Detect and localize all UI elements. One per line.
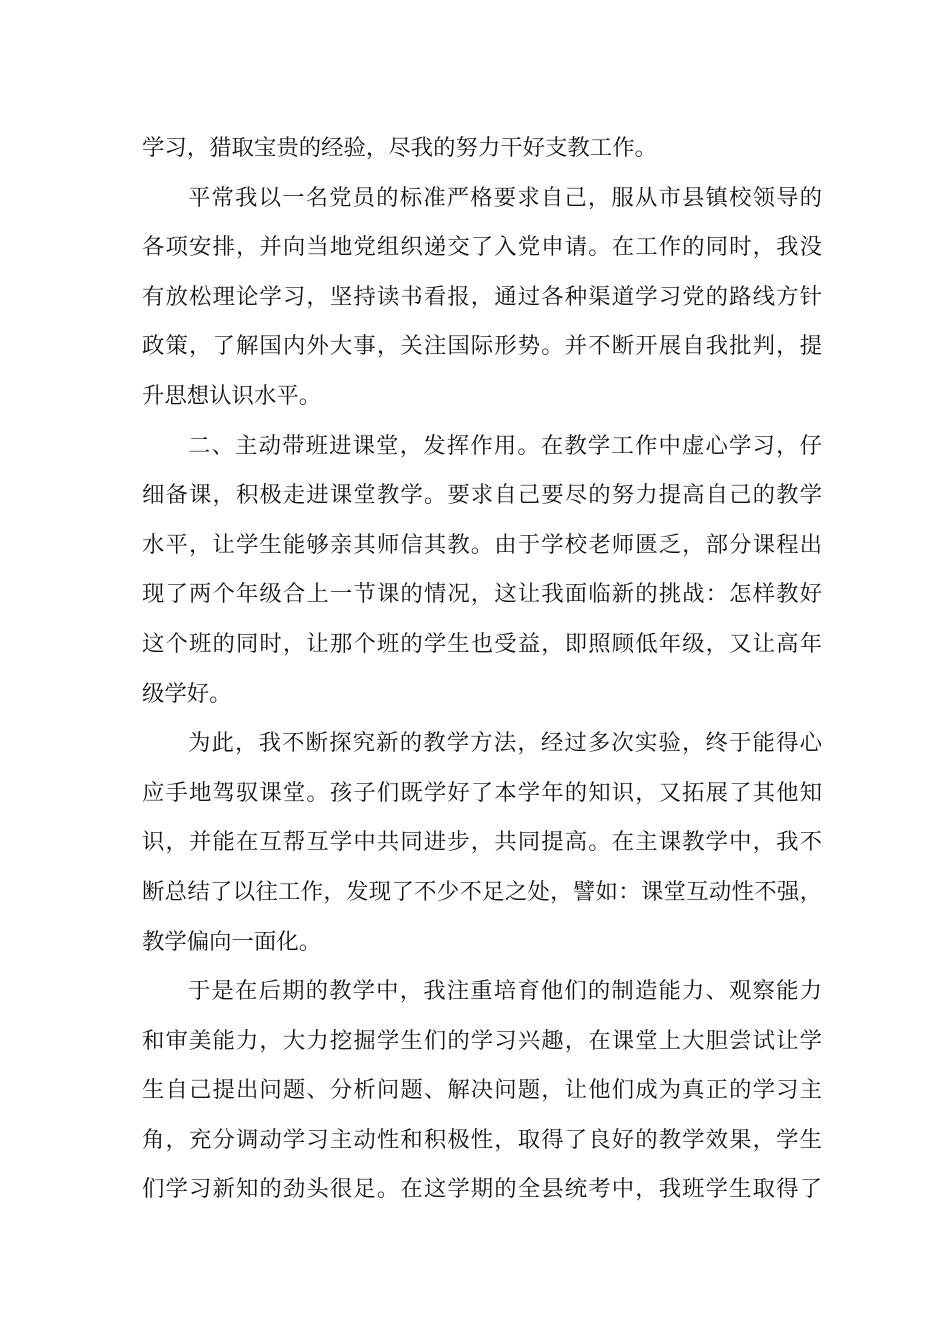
text-line: 断总结了以往工作，发现了不少不足之处，譬如：课堂互动性不强， — [142, 878, 822, 905]
text-line: 平常我以一名党员的标准严格要求自己，服从市县镇校领导的 — [188, 184, 822, 211]
text-line: 于是在后期的教学中，我注重培育他们的制造能力、观察能力 — [188, 978, 822, 1005]
text-line: 学习，猎取宝贵的经验，尽我的努力干好支教工作。 — [142, 135, 657, 161]
text-line: 和审美能力，大力挖掘学生们的学习兴趣，在课堂上大胆尝试让学 — [142, 1027, 822, 1054]
text-line: 应手地驾驭课堂。孩子们既学好了本学年的知识，又拓展了其他知 — [142, 779, 822, 806]
text-line: 升思想认识水平。 — [142, 382, 322, 409]
text-line: 细备课，积极走进课堂教学。要求自己要尽的努力提高自己的教学 — [142, 482, 822, 509]
text-line: 教学偏向一面化。 — [142, 928, 322, 955]
text-line: 政策，了解国内外大事，关注国际形势。并不断开展自我批判，提 — [142, 333, 822, 360]
text-line: 识，并能在互帮互学中共同进步，共同提高。在主课教学中，我不 — [142, 829, 822, 856]
text-line: 为此，我不断探究新的教学方法，经过多次实验，终于能得心 — [188, 730, 822, 757]
text-line: 现了两个年级合上一节课的情况，这让我面临新的挑战：怎样教好 — [142, 581, 822, 608]
text-line: 各项安排，并向当地党组织递交了入党申请。在工作的同时，我没 — [142, 234, 822, 261]
text-line: 这个班的同时，让那个班的学生也受益，即照顾低年级，又让高年 — [142, 630, 822, 657]
text-line: 们学习新知的劲头很足。在这学期的全县统考中，我班学生取得了 — [142, 1176, 822, 1203]
text-line: 二、主动带班进课堂，发挥作用。在教学工作中虚心学习，仔 — [188, 432, 822, 459]
text-line: 角，充分调动学习主动性和积极性，取得了良好的教学效果，学生 — [142, 1126, 822, 1153]
body-text — [142, 124, 822, 1215]
text-line: 生自己提出问题、分析问题、解决问题，让他们成为真正的学习主 — [142, 1077, 822, 1104]
text-line: 级学好。 — [142, 680, 232, 707]
text-line: 水平，让学生能够亲其师信其教。由于学校老师匮乏，部分课程出 — [142, 531, 822, 558]
text-line: 有放松理论学习，坚持读书看报，通过各种渠道学习党的路线方针 — [142, 283, 822, 310]
